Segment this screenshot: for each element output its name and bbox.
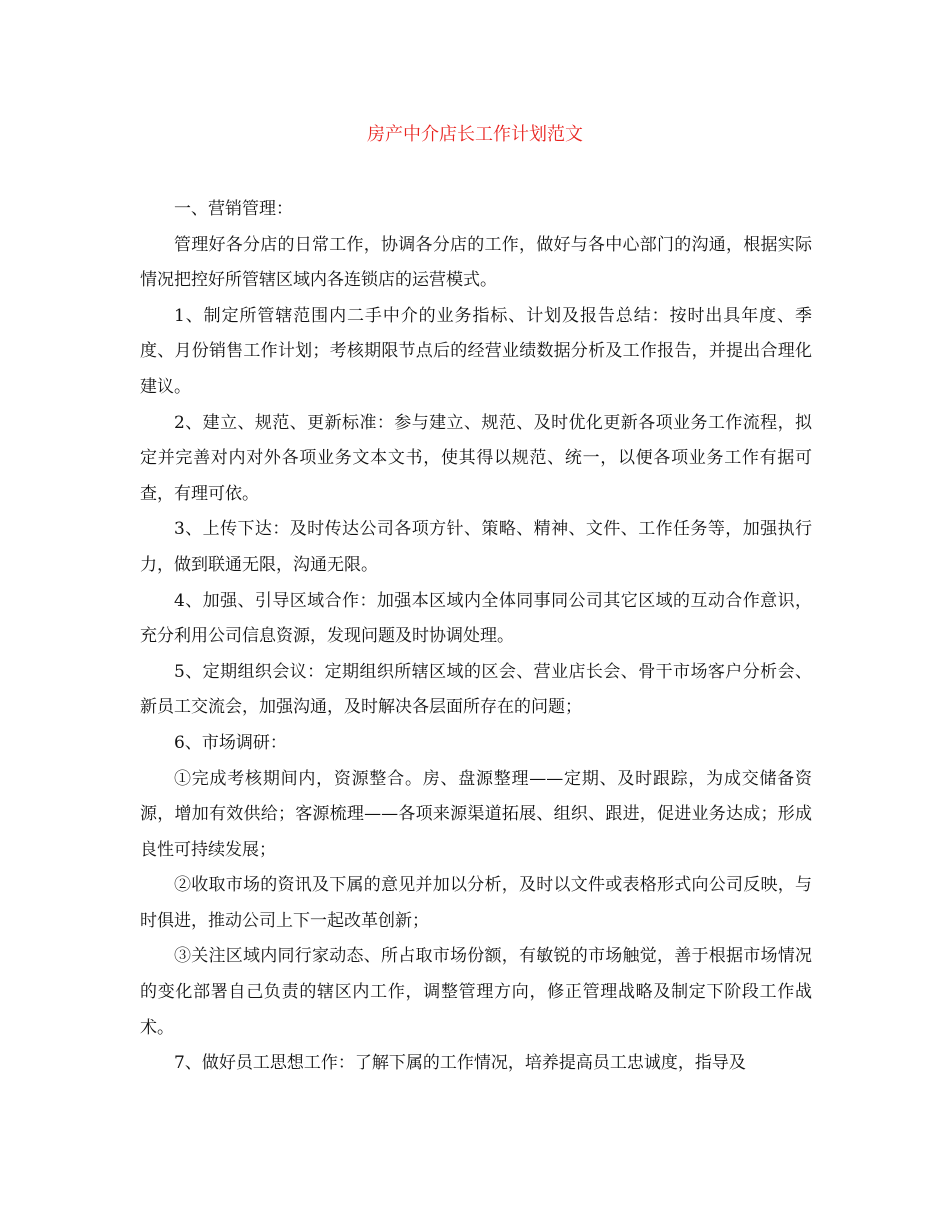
paragraph-intro: 管理好各分店的日常工作，协调各分店的工作，做好与各中心部门的沟通，根据实际情况把控好所管辖区域内各连锁店的运营模式。 xyxy=(140,234,812,291)
paragraph-item-6: 6、市场调研： xyxy=(174,732,287,753)
paragraph-item-2: 2、建立、规范、更新标准：参与建立、规范、及时优化更新各项业务工作流程，拟定并完善对内对外各项业务文本文书，使其得以规范、统一，以便各项业务工作有据可查，有理可依。 xyxy=(140,412,812,504)
document-title: 房产中介店长工作计划范文 xyxy=(367,124,583,145)
paragraph-subitem-2: ②收取市场的资讯及下属的意见并加以分析，及时以文件或表格形式向公司反映，与时俱进，推动公司上下一起改革创新； xyxy=(140,875,812,931)
paragraph-item-1: 1、制定所管辖范围内二手中介的业务指标、计划及报告总结：按时出具年度、季度、月份销售工作计划；考核期限节点后的经营业绩数据分析及工作报告，并提出合理化建议。 xyxy=(140,305,812,397)
paragraph-item-7: 7、做好员工思想工作：了解下属的工作情况，培养提高员工忠诚度，指导及 xyxy=(174,1053,746,1074)
paragraph-subitem-1: ①完成考核期间内，资源整合。房、盘源整理——定期、及时跟踪，为成交储备资源，增加有效供给；客源梳理——各项来源渠道拓展、组织、跟进，促进业务达成；形成良性可持续发展； xyxy=(140,768,812,860)
section-heading-marketing: 一、营销管理： xyxy=(174,199,293,219)
paragraph-subitem-3: ③关注区域内同行家动态、所占取市场份额，有敏锐的市场触觉，善于根据市场情况的变化部署自己负责的辖区内工作，调整管理方向，修正管理战略及制定下阶段工作战术。 xyxy=(140,946,812,1038)
document-body xyxy=(140,192,812,1082)
paragraph-item-3: 3、上传下达：及时传达公司各项方针、策略、精神、文件、工作任务等，加强执行力，做到联通无限，沟通无限。 xyxy=(140,519,812,575)
paragraph-item-4: 4、加强、引导区域合作：加强本区域内全体同事同公司其它区域的互动合作意识，充分利用公司信息资源，发现问题及时协调处理。 xyxy=(140,590,812,647)
paragraph-item-5: 5、定期组织会议：定期组织所辖区域的区会、营业店长会、骨干市场客户分析会、新员工交流会，加强沟通，及时解决各层面所存在的问题； xyxy=(140,661,812,718)
